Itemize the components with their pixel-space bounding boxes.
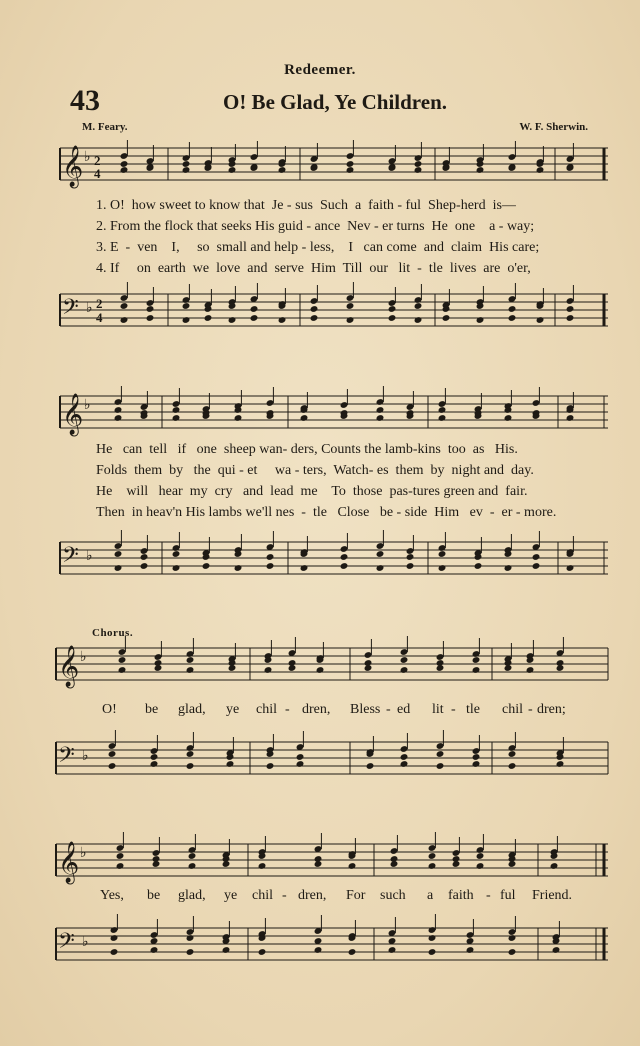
note-head (110, 934, 119, 942)
chorus-word: ed (397, 702, 411, 717)
svg-text:♭: ♭ (80, 650, 87, 665)
note-head (406, 562, 415, 570)
chorus-word: be (147, 888, 161, 903)
staff-system4-bass (0, 922, 640, 972)
note-head (436, 664, 445, 672)
note-head (466, 946, 475, 954)
treble-clef-icon: 𝄞 (58, 842, 80, 883)
verse-line: 1. O! how sweet to know that Je - sus Such a faith - ful Shep-herd is— (96, 198, 516, 213)
chorus-word: glad, (178, 702, 206, 717)
verse-line: He can tell if one sheep wan- ders, Counts the lamb-kins too as His. (96, 442, 518, 457)
svg-text:♭: ♭ (80, 846, 87, 861)
note-head (504, 414, 513, 422)
note-head (340, 553, 349, 561)
chorus-word: O! (102, 702, 117, 717)
note-head (508, 305, 517, 313)
note-head (476, 316, 485, 324)
note-head (552, 946, 561, 954)
chorus-word: glad, (178, 888, 206, 903)
note-head (348, 948, 357, 956)
chorus-word: such (380, 888, 406, 903)
staff-system4-treble (0, 836, 640, 886)
notes-system4-bass (110, 914, 561, 956)
note-head (508, 762, 517, 770)
note-head (114, 550, 123, 558)
chorus-word: - (528, 702, 533, 717)
note-head (346, 302, 355, 310)
note-head (532, 562, 541, 570)
note-head (234, 414, 243, 422)
svg-text:2: 2 (96, 296, 103, 311)
chorus-word: ye (226, 702, 240, 717)
svg-text:4: 4 (94, 166, 101, 181)
svg-text:4: 4 (96, 310, 103, 325)
note-head (114, 414, 123, 422)
note-head (428, 934, 437, 942)
verse-line: 2. From the flock that seeks His guid - ance Nev - er turns He one a - way; (96, 219, 535, 234)
note-head (120, 166, 129, 174)
chorus-word: chil (256, 702, 277, 717)
note-head (388, 305, 397, 313)
note-head (182, 302, 191, 310)
notes-system4-treble (116, 832, 559, 870)
chorus-word: chil (252, 888, 273, 903)
note-head (366, 762, 375, 770)
note-head (182, 160, 191, 168)
note-head (222, 946, 231, 954)
note-head (550, 862, 559, 870)
verse-line: Then in heav'n His lambs we'll nes - tle Close be - side Him ev - er - more. (96, 505, 557, 520)
note-head (508, 934, 517, 942)
note-head (250, 305, 259, 313)
note-head (526, 666, 535, 674)
note-head (472, 656, 481, 664)
note-head (116, 862, 125, 870)
note-head (250, 314, 259, 322)
note-head (278, 166, 287, 174)
verse-line: 3. E - ven I, so small and help - less, I can come and claim His care; (96, 240, 540, 255)
bass-clef-icon: 𝄢 (62, 295, 79, 325)
note-head (114, 406, 123, 414)
note-head (300, 564, 309, 572)
note-head (556, 760, 565, 768)
note-head (120, 302, 129, 310)
note-head (172, 564, 181, 572)
note-head (508, 948, 517, 956)
note-head (310, 314, 319, 322)
note-head (264, 666, 273, 674)
note-head (108, 762, 117, 770)
treble-clef-icon: 𝄞 (58, 646, 80, 687)
note-head (566, 305, 575, 313)
note-head (452, 860, 461, 868)
note-head (376, 414, 385, 422)
note-head (436, 762, 445, 770)
verse-block1 (0, 198, 640, 294)
note-head (348, 862, 357, 870)
notes-system1-treble (120, 140, 575, 174)
note-head (296, 760, 305, 768)
note-head (296, 753, 305, 761)
note-head (390, 860, 399, 868)
svg-text:♭: ♭ (82, 935, 89, 950)
note-head (150, 946, 159, 954)
chorus-word: ye (224, 888, 238, 903)
svg-text:♭: ♭ (84, 150, 91, 165)
note-head (400, 760, 409, 768)
notes-system3-treble (118, 636, 565, 674)
note-head (182, 316, 191, 324)
note-head (226, 760, 235, 768)
note-head (364, 664, 373, 672)
note-head (476, 166, 485, 174)
chorus-word: ful (500, 888, 516, 903)
note-head (118, 666, 127, 674)
note-head (472, 666, 481, 674)
note-head (414, 316, 423, 324)
note-head (566, 314, 575, 322)
note-head (266, 762, 275, 770)
note-head (508, 860, 517, 868)
lyricist-credit: M. Feary. (82, 121, 128, 133)
note-head (400, 666, 409, 674)
note-head (346, 166, 355, 174)
note-head (258, 948, 267, 956)
staff-system2-bass (0, 536, 640, 586)
note-head (414, 166, 423, 174)
note-head (266, 553, 275, 561)
note-head (504, 564, 513, 572)
chorus-word: dren; (537, 702, 566, 717)
note-head (414, 302, 423, 310)
note-head (116, 852, 125, 860)
treble-clef-icon: 𝄞 (62, 394, 84, 435)
note-head (110, 948, 119, 956)
note-head (536, 166, 545, 174)
hymn-number: 43 (70, 84, 100, 117)
staff-system1-treble (0, 140, 640, 190)
note-head (278, 316, 287, 324)
chorus-word: dren, (302, 702, 331, 717)
note-head (428, 852, 437, 860)
note-head (316, 666, 325, 674)
chorus-word: tle (466, 702, 480, 717)
note-head (476, 862, 485, 870)
note-head (438, 414, 447, 422)
chorus-label: Chorus. (92, 627, 134, 639)
note-head (140, 553, 149, 561)
note-head (120, 160, 129, 168)
note-head (438, 550, 447, 558)
note-head (508, 314, 517, 322)
note-head (556, 664, 565, 672)
note-head (120, 316, 129, 324)
verse-line: 4. If on earth we love and serve Him Till our lit - tle lives are o'er, (96, 261, 531, 276)
bass-clef-icon: 𝄢 (58, 929, 75, 959)
chorus-word: be (145, 702, 159, 717)
note-head (114, 564, 123, 572)
note-head (566, 414, 575, 422)
note-head (228, 664, 237, 672)
chorus-word: For (346, 888, 366, 903)
note-head (188, 862, 197, 870)
note-head (118, 656, 127, 664)
chorus-word: - (451, 702, 456, 717)
note-head (258, 862, 267, 870)
note-head (202, 562, 211, 570)
note-head (314, 946, 323, 954)
note-head (428, 862, 437, 870)
chorus-word: Bless (350, 702, 381, 717)
note-head (566, 564, 575, 572)
note-head (346, 316, 355, 324)
note-head (140, 562, 149, 570)
note-head (150, 760, 159, 768)
note-head (266, 562, 275, 570)
note-head (376, 406, 385, 414)
note-head (346, 160, 355, 168)
note-head (172, 550, 181, 558)
chorus-word: Friend. (532, 888, 573, 903)
note-head (340, 562, 349, 570)
note-head (472, 753, 481, 761)
hymn-title: O! Be Glad, Ye Children. (222, 90, 448, 114)
svg-text:♭: ♭ (86, 549, 93, 564)
note-head (472, 760, 481, 768)
note-head (504, 664, 513, 672)
note-head (186, 656, 195, 664)
staff-system3-bass (0, 736, 640, 786)
svg-text:♭: ♭ (86, 301, 93, 316)
note-head (204, 314, 213, 322)
note-head (436, 750, 445, 758)
bass-clef-icon: 𝄢 (58, 743, 75, 773)
note-head (288, 664, 297, 672)
note-head (300, 414, 309, 422)
chorus-word: lit (432, 702, 444, 717)
note-head (152, 860, 161, 868)
note-head (182, 166, 191, 174)
note-head (536, 316, 545, 324)
chorus-word: dren, (298, 888, 327, 903)
note-head (438, 564, 447, 572)
treble-clef-icon: 𝄞 (62, 146, 84, 187)
note-head (388, 314, 397, 322)
svg-text:♭: ♭ (84, 398, 91, 413)
svg-text:♭: ♭ (82, 749, 89, 764)
note-head (188, 852, 197, 860)
note-head (414, 160, 423, 168)
note-head (438, 406, 447, 414)
verse-block2 (0, 442, 640, 538)
verse-line: He will hear my cry and lead me To those pas-tures green and fair. (96, 484, 528, 499)
note-head (172, 406, 181, 414)
note-head (154, 664, 163, 672)
note-head (186, 948, 195, 956)
note-head (186, 666, 195, 674)
chorus-word: - (285, 702, 290, 717)
note-head (474, 562, 483, 570)
staff-system2-treble (0, 388, 640, 438)
staff-system1-bass (0, 288, 640, 338)
note-head (150, 753, 159, 761)
composer-credit: W. F. Sherwin. (519, 121, 588, 133)
chorus-word: - (386, 702, 391, 717)
note-head (228, 166, 237, 174)
chorus-word: Yes, (100, 888, 124, 903)
note-head (442, 314, 451, 322)
note-head (428, 948, 437, 956)
note-head (228, 316, 237, 324)
bass-clef-icon: 𝄢 (62, 543, 79, 573)
staff-system3-treble (0, 640, 640, 690)
note-head (108, 750, 117, 758)
note-head (476, 852, 485, 860)
svg-text:2: 2 (94, 153, 101, 168)
note-head (146, 314, 155, 322)
note-head (186, 750, 195, 758)
chorus-word: chil (502, 702, 523, 717)
note-head (532, 553, 541, 561)
note-head (222, 860, 231, 868)
chorus-word: faith (448, 888, 474, 903)
note-head (376, 550, 385, 558)
note-head (400, 656, 409, 664)
note-head (388, 946, 397, 954)
note-head (508, 750, 517, 758)
note-head (186, 934, 195, 942)
note-head (400, 753, 409, 761)
note-head (234, 564, 243, 572)
chorus-word: a (427, 888, 434, 903)
chorus-word: - (486, 888, 491, 903)
note-head (172, 414, 181, 422)
note-head (406, 553, 415, 561)
section-category: Redeemer. (284, 62, 356, 78)
note-head (376, 564, 385, 572)
note-head (310, 305, 319, 313)
chorus-word: - (282, 888, 287, 903)
verse-line: Folds them by the qui - et wa - ters, Watch- es them by night and day. (96, 463, 534, 478)
note-head (146, 305, 155, 313)
note-head (314, 860, 323, 868)
note-head (186, 762, 195, 770)
